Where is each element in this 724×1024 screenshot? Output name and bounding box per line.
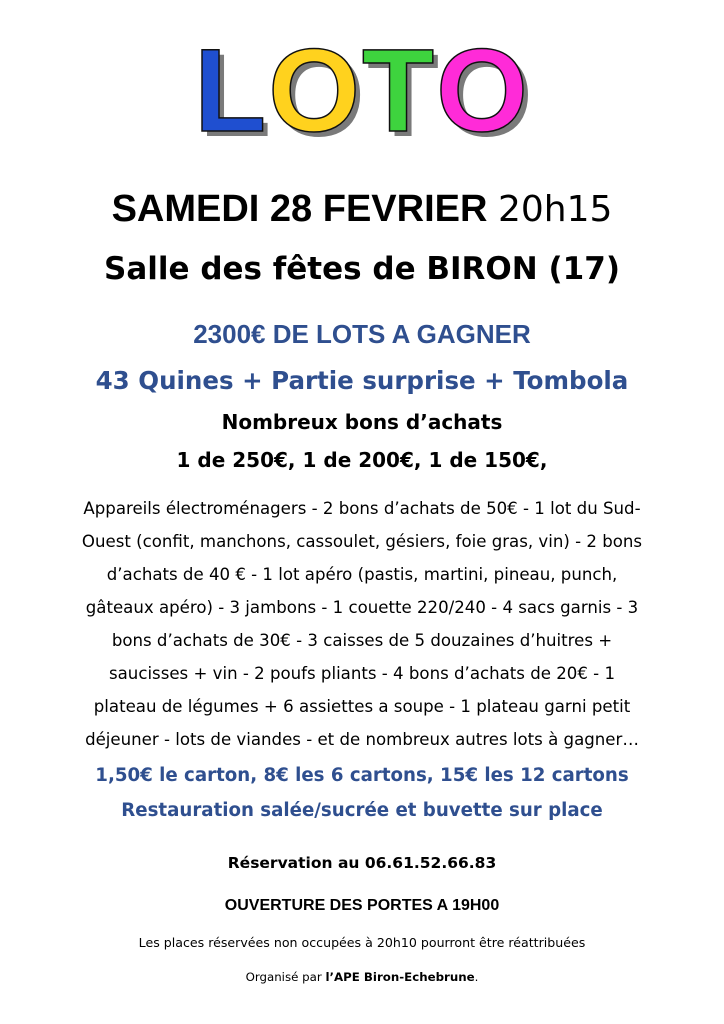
event-date: SAMEDI 28 FEVRIER — [111, 188, 488, 230]
organiser-line — [0, 966, 724, 988]
card-prices: 1,50€ le carton, 8€ les 6 cartons, 15€ les 12 cartons — [95, 765, 629, 786]
prize-list-line: Appareils électroménagers - 2 bons d’achats de 50€ - 1 lot du Sud- — [83, 499, 641, 518]
prize-games: 43 Quines + Partie surprise + Tombola — [95, 366, 629, 395]
event-venue: Salle des fêtes de BIRON (17) — [104, 251, 620, 287]
prize-total: 2300€ DE LOTS A GAGNER — [193, 319, 531, 349]
prize-list-line: saucisses + vin - 2 poufs pliants - 4 bons d’achats de 20€ - 1 — [108, 664, 616, 683]
event-time: 20h15 — [498, 189, 613, 230]
loto-title — [0, 25, 724, 157]
organiser-suffix: . — [474, 970, 479, 984]
prize-list-line: gâteaux apéro) - 3 jambons - 1 couette 220/240 - 4 sacs garnis - 3 — [85, 598, 639, 617]
prize-list — [14, 492, 710, 756]
organiser-name: l’APE Biron-Echebrune — [325, 970, 475, 984]
vouchers-values: 1 de 250€, 1 de 200€, 1 de 150€, — [176, 448, 548, 472]
loto-letter-o1: O — [268, 25, 362, 157]
prize-list-line: plateau de légumes + 6 assiettes a soupe - 1 plateau garni petit — [93, 697, 631, 716]
places-notice: Les places réservées non occupées à 20h10 pourront être réattribuées — [138, 935, 586, 950]
prize-list-line: bons d’achats de 30€ - 3 caisses de 5 douzaines d’huitres + — [111, 631, 613, 650]
food-info: Restauration salée/sucrée et buvette sur place — [121, 800, 603, 821]
event-date-line — [0, 186, 724, 233]
prize-list-line: Ouest (confit, manchons, cassoulet, gésiers, foie gras, vin) - 2 bons — [81, 532, 643, 551]
reservation-phone: Réservation au 06.61.52.66.83 — [227, 854, 497, 872]
doors-opening: OUVERTURE DES PORTES A 19H00 — [224, 897, 500, 914]
loto-letter-o2: O — [436, 25, 530, 157]
vouchers-title: Nombreux bons d’achats — [221, 410, 503, 434]
loto-letter-l: L — [194, 25, 269, 157]
organiser-prefix: Organisé par — [245, 970, 326, 984]
prize-list-line: déjeuner - lots de viandes - et de nombreux autres lots à gagner… — [85, 730, 639, 749]
loto-letter-t: T — [362, 25, 437, 157]
prize-list-line: d’achats de 40 € - 1 lot apéro (pastis, martini, pineau, punch, — [106, 565, 618, 584]
